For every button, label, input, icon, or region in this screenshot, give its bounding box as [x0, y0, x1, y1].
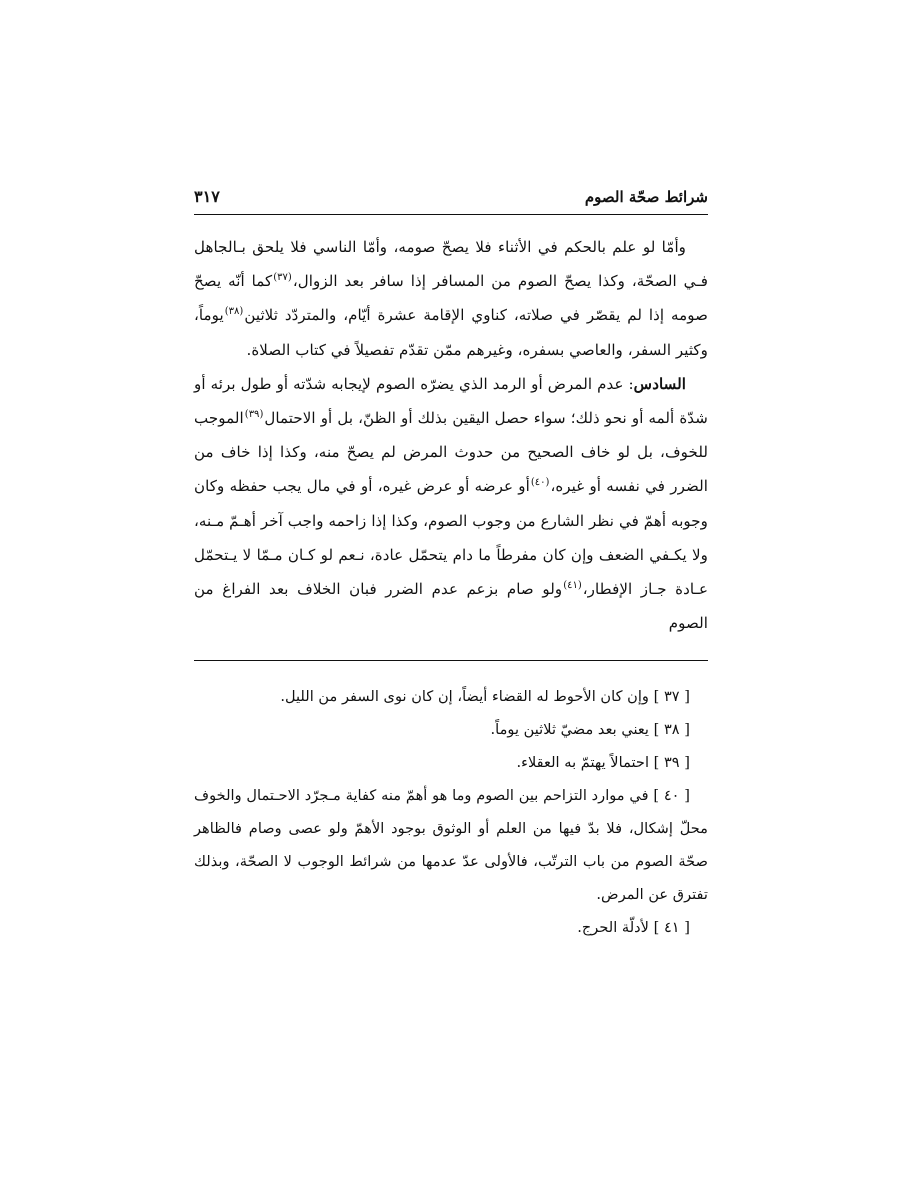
- footnote-ref-40: (٤٠): [530, 477, 550, 489]
- footnote-separator: [194, 660, 708, 661]
- paragraph-1-part-b: كما أنّه يصحّ صومه إذا لم يقصّر في صلاته، كناوي الإقامة عشرة أيّام، والمتردّد ثلاثين: [194, 272, 708, 325]
- footnotes: [194, 680, 708, 944]
- condition-label: السادس: [633, 374, 686, 393]
- paragraph-1: [194, 230, 708, 367]
- page-number: ٣١٧: [194, 187, 220, 206]
- footnote-ref-38: (٣٨): [224, 306, 244, 318]
- footnote-40: [ ٤٠ ] في موارد التزاحم بين الصوم وما هو أهمّ منه كفاية مـجرّد الاحـتمال والخوف محلّ إشكال، فلا بدّ فيها من العلم أو الوثوق بوجود الأهمّ ولو عصى وصام فالظاهر صحّة الصوم من باب الترتّب، فالأولى عدّ عدمها من شرائط الوجوب لا الصحّة، وبذلك تفترق عن المرض.: [194, 787, 708, 903]
- paragraph-2-part-c: أو عرضه أو عرض غيره، أو في مال يجب حفظه وكان وجوبه أهمّ في نظر الشارع من وجوب الصوم، وكذا إذا زاحمه واجب آخر أهـمّ مـنه، ولا يكـفي الضعف وإن كان مفرطاً ما دام يتحمّل عادة، نـعم لو كـان مـمّا لا يـتحمّل عـادة جـاز الإفطار،: [194, 477, 709, 599]
- paragraph-2-part-d: ولو صام بزعم عدم الضرر فبان الخلاف بعد الفراغ من الصوم: [194, 580, 708, 633]
- footnote-ref-41: (٤١): [563, 579, 582, 591]
- footnote-ref-37: (٣٧): [273, 272, 292, 284]
- paragraph-2: [194, 367, 708, 641]
- footnote-38: [ ٣٨ ] يعني بعد مضيّ ثلاثين يوماً.: [490, 721, 690, 738]
- paragraph-1-part-c: يوماً، وكثير السفر، والعاصي بسفره، وغيرهم ممّن تقدّم تفصيلاً في كتاب الصلاة.: [194, 306, 708, 359]
- paragraph-2-part-a: : عدم المرض أو الرمد الذي يضرّه الصوم لإيجابه شدّته أو طول برئه أو شدّة ألمه أو نحو ذلك؛ سواء حصل اليقين بذلك أو الظنّ، بل أو الاحتمال: [194, 374, 708, 428]
- running-header: [194, 186, 708, 215]
- chapter-title: شرائط صحّة الصوم: [584, 188, 708, 206]
- footnote-ref-39: (٣٩): [244, 408, 264, 420]
- footnote-39: [ ٣٩ ] احتمالاً يهتمّ به العقلاء.: [516, 754, 690, 771]
- main-text: [194, 230, 708, 640]
- footnote-41: [ ٤١ ] لأدلّة الحرج.: [577, 919, 690, 936]
- footnote-37: [ ٣٧ ] وإن كان الأحوط له القضاء أيضاً، إن كان نوى السفر من الليل.: [280, 688, 690, 705]
- paragraph-2-part-b: الموجب للخوف، بل لو خاف الصحيح من حدوث المرض لم يصحّ منه، وكذا إذا خاف من الضرر في نفسه أو غيره،: [194, 409, 708, 496]
- paragraph-1-part-a: وأمّا لو علم بالحكم في الأثناء فلا يصحّ صومه، وأمّا الناسي فلا يلحق بـالجاهل فـي الصحّة، وكذا يصحّ الصوم من المسافر إذا سافر بعد الزوال،: [194, 238, 708, 291]
